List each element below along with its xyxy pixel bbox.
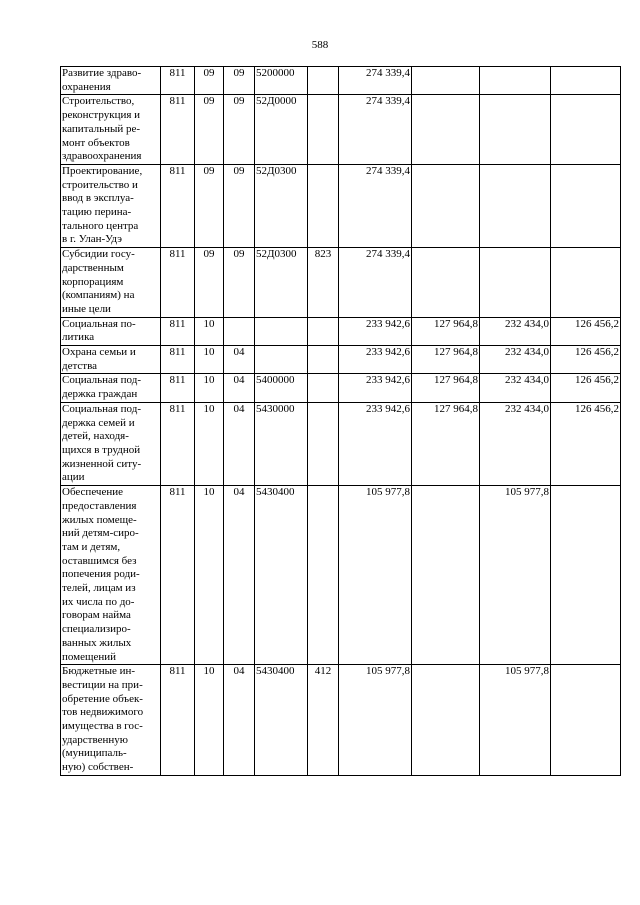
amount-federal-1 bbox=[412, 67, 480, 95]
expense-type-code bbox=[308, 374, 339, 402]
table-row bbox=[61, 402, 621, 485]
row-name: Проектирование, строительство и ввод в эксплуа- тацию перина- тального центра в г. Улан-Удэ bbox=[61, 164, 161, 247]
table-row bbox=[61, 95, 621, 165]
amount-federal-2: 126 456,2 bbox=[551, 346, 621, 374]
row-name: Социальная по- литика bbox=[61, 317, 161, 345]
amount-total-2 bbox=[480, 67, 551, 95]
amount-total-2: 232 434,0 bbox=[480, 317, 551, 345]
section-code: 10 bbox=[195, 374, 224, 402]
amount-federal-1 bbox=[412, 95, 480, 165]
amount-total-1: 105 977,8 bbox=[339, 665, 412, 776]
amount-total-2: 232 434,0 bbox=[480, 346, 551, 374]
section-code: 10 bbox=[195, 317, 224, 345]
grbs-code: 811 bbox=[161, 402, 195, 485]
amount-federal-1 bbox=[412, 665, 480, 776]
expense-type-code: 412 bbox=[308, 665, 339, 776]
table-row bbox=[61, 164, 621, 247]
section-code: 09 bbox=[195, 248, 224, 318]
subsection-code: 04 bbox=[224, 665, 255, 776]
subsection-code: 04 bbox=[224, 346, 255, 374]
table-row bbox=[61, 374, 621, 402]
target-article-code: 5200000 bbox=[255, 67, 308, 95]
row-name: Социальная под- держка семей и детей, находя- щихся в трудной жизненной ситу- ации bbox=[61, 402, 161, 485]
table-row bbox=[61, 248, 621, 318]
subsection-code: 09 bbox=[224, 164, 255, 247]
row-name: Субсидии госу- дарственным корпорациям (компаниям) на иные цели bbox=[61, 248, 161, 318]
expense-type-code: 823 bbox=[308, 248, 339, 318]
table-row bbox=[61, 67, 621, 95]
expense-type-code bbox=[308, 164, 339, 247]
section-code: 10 bbox=[195, 665, 224, 776]
target-article-code: 5430000 bbox=[255, 402, 308, 485]
expense-type-code bbox=[308, 346, 339, 374]
grbs-code: 811 bbox=[161, 486, 195, 665]
subsection-code: 09 bbox=[224, 248, 255, 318]
subsection-code: 04 bbox=[224, 486, 255, 665]
budget-table bbox=[60, 66, 621, 776]
grbs-code: 811 bbox=[161, 67, 195, 95]
section-code: 10 bbox=[195, 486, 224, 665]
amount-federal-2 bbox=[551, 248, 621, 318]
expense-type-code bbox=[308, 317, 339, 345]
subsection-code: 04 bbox=[224, 402, 255, 485]
grbs-code: 811 bbox=[161, 95, 195, 165]
amount-total-1: 233 942,6 bbox=[339, 317, 412, 345]
expense-type-code bbox=[308, 67, 339, 95]
amount-total-1: 233 942,6 bbox=[339, 374, 412, 402]
target-article-code: 5430400 bbox=[255, 486, 308, 665]
amount-federal-2 bbox=[551, 665, 621, 776]
subsection-code: 04 bbox=[224, 374, 255, 402]
row-name: Обеспечение предоставления жилых помеще- ний детям-сиро- там и детям, оставшимся без попечения роди- телей, лицам из их числа по до- говорам найма специализиро- ванных жилых помещений bbox=[61, 486, 161, 665]
grbs-code: 811 bbox=[161, 346, 195, 374]
amount-total-2: 105 977,8 bbox=[480, 486, 551, 665]
amount-total-2: 105 977,8 bbox=[480, 665, 551, 776]
amount-federal-2: 126 456,2 bbox=[551, 374, 621, 402]
grbs-code: 811 bbox=[161, 374, 195, 402]
expense-type-code bbox=[308, 402, 339, 485]
amount-total-1: 274 339,4 bbox=[339, 95, 412, 165]
amount-total-2: 232 434,0 bbox=[480, 374, 551, 402]
amount-federal-1: 127 964,8 bbox=[412, 346, 480, 374]
section-code: 09 bbox=[195, 67, 224, 95]
table-row bbox=[61, 486, 621, 665]
amount-total-1: 274 339,4 bbox=[339, 67, 412, 95]
amount-federal-2 bbox=[551, 95, 621, 165]
amount-federal-2 bbox=[551, 164, 621, 247]
amount-total-2 bbox=[480, 95, 551, 165]
amount-federal-1 bbox=[412, 486, 480, 665]
amount-federal-1: 127 964,8 bbox=[412, 317, 480, 345]
amount-federal-1 bbox=[412, 248, 480, 318]
amount-total-2 bbox=[480, 248, 551, 318]
row-name: Охрана семьи и детства bbox=[61, 346, 161, 374]
section-code: 09 bbox=[195, 95, 224, 165]
section-code: 10 bbox=[195, 402, 224, 485]
section-code: 10 bbox=[195, 346, 224, 374]
target-article-code bbox=[255, 346, 308, 374]
target-article-code: 52Д0300 bbox=[255, 164, 308, 247]
subsection-code: 09 bbox=[224, 67, 255, 95]
target-article-code: 5400000 bbox=[255, 374, 308, 402]
grbs-code: 811 bbox=[161, 248, 195, 318]
amount-total-1: 233 942,6 bbox=[339, 346, 412, 374]
amount-federal-1: 127 964,8 bbox=[412, 374, 480, 402]
target-article-code: 52Д0000 bbox=[255, 95, 308, 165]
target-article-code: 52Д0300 bbox=[255, 248, 308, 318]
amount-total-2: 232 434,0 bbox=[480, 402, 551, 485]
grbs-code: 811 bbox=[161, 164, 195, 247]
table-row bbox=[61, 346, 621, 374]
page-number: 588 bbox=[311, 39, 329, 51]
row-name: Развитие здраво- охранения bbox=[61, 67, 161, 95]
row-name: Бюджетные ин- вестиции на при- обретение объек- тов недвижимого имущества в гос- ударственную (муниципаль- ную) собствен- bbox=[61, 665, 161, 776]
amount-total-1: 105 977,8 bbox=[339, 486, 412, 665]
section-code: 09 bbox=[195, 164, 224, 247]
target-article-code: 5430400 bbox=[255, 665, 308, 776]
amount-federal-2: 126 456,2 bbox=[551, 317, 621, 345]
subsection-code: 09 bbox=[224, 95, 255, 165]
table-row bbox=[61, 665, 621, 776]
row-name: Строительство, реконструкция и капитальный ре- монт объектов здравоохранения bbox=[61, 95, 161, 165]
amount-federal-2 bbox=[551, 486, 621, 665]
target-article-code bbox=[255, 317, 308, 345]
subsection-code bbox=[224, 317, 255, 345]
amount-federal-1 bbox=[412, 164, 480, 247]
grbs-code: 811 bbox=[161, 317, 195, 345]
amount-federal-2: 126 456,2 bbox=[551, 402, 621, 485]
amount-total-2 bbox=[480, 164, 551, 247]
expense-type-code bbox=[308, 95, 339, 165]
row-name: Социальная под- держка граждан bbox=[61, 374, 161, 402]
grbs-code: 811 bbox=[161, 665, 195, 776]
amount-total-1: 233 942,6 bbox=[339, 402, 412, 485]
amount-total-1: 274 339,4 bbox=[339, 248, 412, 318]
amount-total-1: 274 339,4 bbox=[339, 164, 412, 247]
amount-federal-2 bbox=[551, 67, 621, 95]
expense-type-code bbox=[308, 486, 339, 665]
amount-federal-1: 127 964,8 bbox=[412, 402, 480, 485]
table-row bbox=[61, 317, 621, 345]
